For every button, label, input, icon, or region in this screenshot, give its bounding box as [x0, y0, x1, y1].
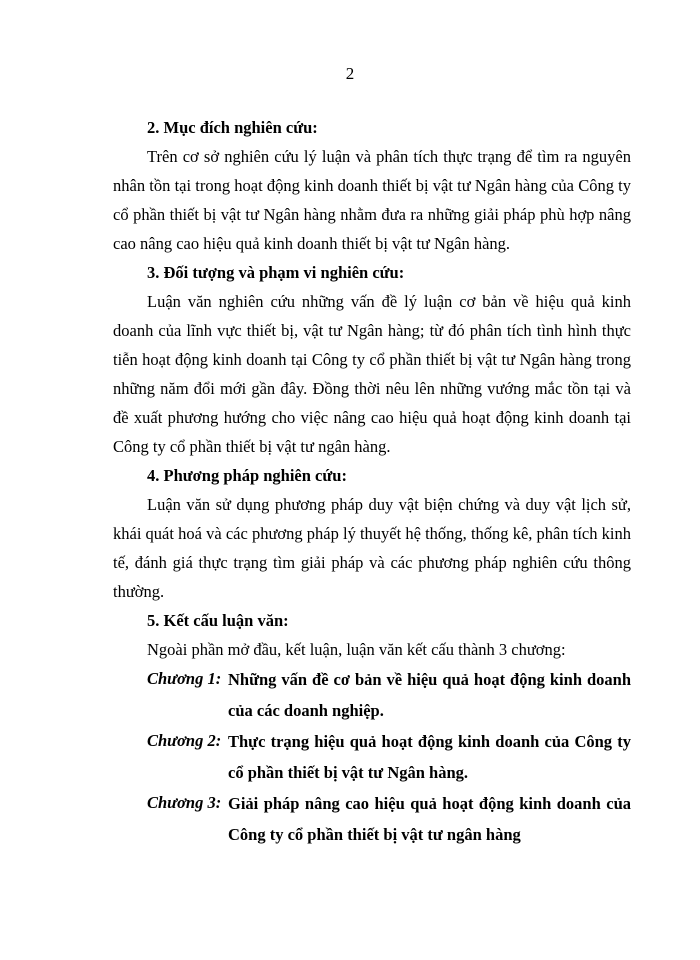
chapter-item-3 [147, 788, 631, 850]
chapter-label: Chương 3: [147, 793, 222, 812]
chapter-title: Giải pháp nâng cao hiệu quả hoạt động kinh doanh của Công ty cổ phần thiết bị vật tư ngân hàng [228, 794, 631, 844]
chapter-item-2 [147, 726, 631, 788]
section-heading-purpose: 2. Mục đích nghiên cứu: [147, 118, 318, 137]
page-number: 2 [345, 64, 355, 83]
section-heading-method: 4. Phương pháp nghiên cứu: [147, 466, 347, 485]
section-heading-scope: 3. Đối tượng và phạm vi nghiên cứu: [147, 263, 405, 282]
chapter-label: Chương 2: [147, 731, 222, 750]
section-body-purpose: Trên cơ sở nghiên cứu lý luận và phân tích thực trạng để tìm ra nguyên nhân tồn tại trong hoạt động kinh doanh thiết bị vật tư Ngân hàng của Công ty cổ phần thiết bị vật tư Ngân hàng nhằm đưa ra những giải pháp phù hợp nâng cao nâng cao hiệu quả kinh doanh thiết bị vật tư Ngân hàng. [113, 147, 631, 253]
section-heading-structure: 5. Kết cấu luận văn: [147, 611, 289, 630]
chapter-item-1 [147, 664, 631, 726]
document-body [113, 113, 631, 850]
chapter-label: Chương 1: [147, 669, 222, 688]
section-body-structure: Ngoài phần mở đầu, kết luận, luận văn kết cấu thành 3 chương: [147, 640, 566, 659]
chapter-title: Những vấn đề cơ bản về hiệu quả hoạt động kinh doanh của các doanh nghiệp. [228, 670, 631, 720]
section-body-method: Luận văn sử dụng phương pháp duy vật biện chứng và duy vật lịch sử, khái quát hoá và các phương pháp lý thuyết hệ thống, thống kê, phân tích kinh tế, đánh giá thực trạng tìm giải pháp và các phương pháp nghiên cứu thông thường. [113, 495, 631, 601]
chapter-title: Thực trạng hiệu quả hoạt động kinh doanh của Công ty cổ phần thiết bị vật tư Ngân hàng. [228, 732, 631, 782]
section-body-scope: Luận văn nghiên cứu những vấn đề lý luận cơ bản về hiệu quả kinh doanh của lĩnh vực thiết bị, vật tư Ngân hàng; từ đó phân tích tình hình thực tiễn hoạt động kinh doanh tại Công ty cổ phần thiết bị vật tư Ngân hàng trong những năm đổi mới gần đây. Đồng thời nêu lên những vướng mắc tồn tại và đề xuất phương hướng cho việc nâng cao hiệu quả hoạt động kinh doanh tại Công ty cổ phần thiết bị vật tư ngân hàng. [113, 292, 631, 456]
